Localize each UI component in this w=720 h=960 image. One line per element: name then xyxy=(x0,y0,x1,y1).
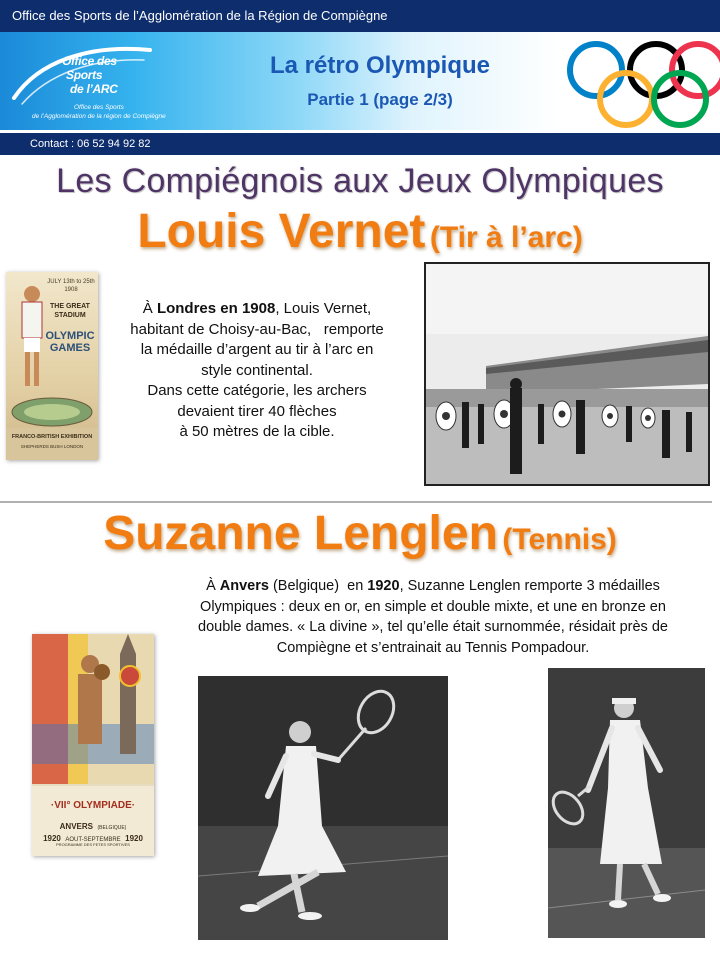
vernet-line-7: à 50 mètres de la cible. xyxy=(179,423,335,440)
vernet-sport: (Tir à l’arc) xyxy=(429,221,583,254)
vernet-line-6: devaient tirer 40 flèches xyxy=(177,402,337,420)
olympiade-year-left: 1920 xyxy=(43,834,61,843)
athlete-figure-icon xyxy=(6,272,98,460)
lenglen-line-3: double dames. « La divine », tel qu’elle était surnommée, résidait près de xyxy=(198,619,668,635)
vernet-description xyxy=(112,299,402,443)
logo-line-2: Sports xyxy=(66,68,103,82)
olympiade-city: ANVERS xyxy=(59,822,93,831)
lenglen-title xyxy=(0,506,720,561)
vernet-name: Louis Vernet xyxy=(137,205,426,258)
london-1908-poster xyxy=(6,272,98,460)
vernet-title xyxy=(0,204,720,259)
olympiade-year-right: 1920 xyxy=(125,834,143,843)
antwerp-1920-poster xyxy=(32,634,154,856)
vernet-line-1: À Londres en 1908, Louis Vernet, xyxy=(142,300,372,317)
poster-exhibition: FRANCO-BRITISH EXHIBITION xyxy=(11,434,93,440)
logo-line-1: Office des xyxy=(62,54,117,68)
office-sports-logo xyxy=(8,40,178,126)
vernet-line-2: habitant de Choisy-au-Bac, remporte xyxy=(130,320,384,338)
lenglen-anvers: Anvers xyxy=(219,578,269,594)
page-subtitle: Partie 1 (page 2/3) xyxy=(307,90,453,109)
main-heading: Les Compiégnois aux Jeux Olympiques xyxy=(56,162,664,200)
logo-caption-1: Office des Sports xyxy=(74,104,124,111)
olympic-rings-icon xyxy=(566,36,720,130)
logo-caption-2: de l’Agglomération de la région de Compiègne xyxy=(32,113,166,120)
olympiade-title: ·VII° OLYMPIADE· xyxy=(50,800,136,811)
vernet-london-1908: Londres en 1908 xyxy=(156,300,276,317)
lenglen-year: 1920 xyxy=(367,578,400,594)
poster-dates: JULY 13th to 25th 1908 xyxy=(47,279,95,293)
olympiade-footer: PROGRAMME DES FETES SPORTIVES xyxy=(56,842,130,847)
poster-games: OLYMPIC GAMES xyxy=(45,330,95,354)
olympiade-months: AOUT-SEPTEMBRE xyxy=(65,837,121,843)
tennis-player-icon-2 xyxy=(548,668,705,938)
vernet-line-5: Dans cette catégorie, les archers xyxy=(147,382,367,399)
olympiade-country: (BELGIQUE) xyxy=(97,825,127,831)
contact-phone: Contact : 06 52 94 92 82 xyxy=(30,138,151,150)
poster-stadium: THE GREAT STADIUM xyxy=(50,303,90,319)
poster-footer: SHEPHERDS BUSH LONDON xyxy=(20,444,84,449)
lenglen-description xyxy=(150,576,716,658)
vernet-line-3: la médaille d’argent au tir à l’arc en xyxy=(140,341,374,358)
tennis-player-icon xyxy=(198,676,448,940)
archery-scene-icon xyxy=(426,264,708,484)
lenglen-line-4: Compiègne et s’entrainait au Tennis Pompadour. xyxy=(276,639,590,656)
logo-line-3: de l’ARC xyxy=(70,82,118,96)
lenglen-photo-2 xyxy=(548,668,705,938)
lenglen-photo-1 xyxy=(198,676,448,940)
page-title: La rétro Olympique xyxy=(269,52,491,79)
lenglen-sport: (Tennis) xyxy=(502,523,617,556)
banner xyxy=(0,32,720,130)
org-name: Office des Sports de l’Agglomération de la Région de Compiègne xyxy=(12,8,388,23)
lenglen-line-1: À Anvers (Belgique) en 1920, Suzanne Lenglen remporte 3 médailles xyxy=(206,578,660,594)
vernet-line-4: style continental. xyxy=(201,361,313,379)
lenglen-name: Suzanne Lenglen xyxy=(103,507,498,560)
section-divider xyxy=(0,501,712,503)
archery-photo xyxy=(424,262,710,486)
lenglen-line-2: Olympiques : deux en or, en simple et double mixte, et une en bronze en xyxy=(200,598,666,615)
